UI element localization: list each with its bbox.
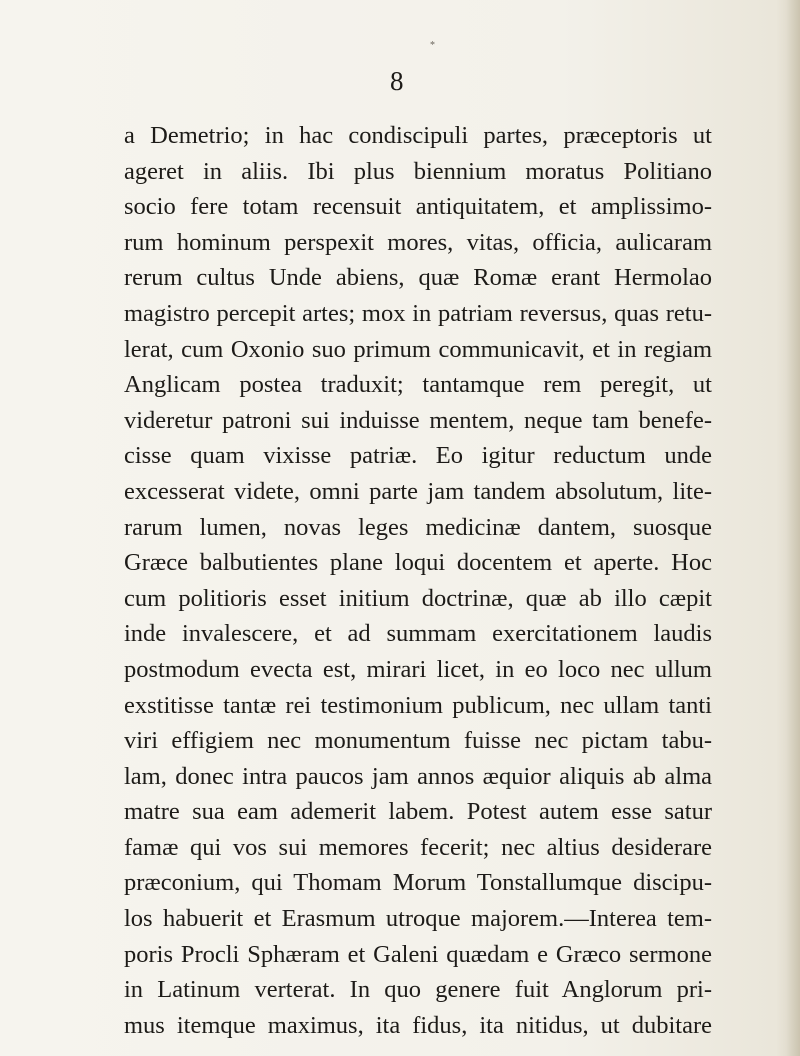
text-line: ageret in aliis. Ibi plus biennium moratus Politiano xyxy=(124,157,712,185)
text-line: lerat, cum Oxonio suo primum communicavit, et in regiam xyxy=(124,335,712,363)
page-edge-shadow xyxy=(786,0,800,1056)
text-line: excesserat videte, omni parte jam tandem absolutum, lite- xyxy=(124,477,712,505)
text-line: exstitisse tantæ rei testimonium publicum, nec ullam tanti xyxy=(124,691,712,719)
text-line: los habuerit et Erasmum utroque majorem.—Interea tem- xyxy=(124,905,712,933)
body-text xyxy=(124,118,712,1043)
text-line: a Demetrio; in hac condiscipuli partes, præceptoris ut xyxy=(124,122,712,149)
text-line: postmodum evecta est, mirari licet, in eo loco nec ullum xyxy=(124,655,712,683)
text-line: mus itemque maximus, ita fidus, ita nitidus, ut dubitare xyxy=(124,1011,712,1039)
text-line: magistro percepit artes; mox in patriam reversus, quas retu- xyxy=(124,299,712,327)
text-line: rarum lumen, novas leges medicinæ dantem, suosque xyxy=(124,513,712,541)
text-line: famæ qui vos sui memores fecerit; nec altius desiderare xyxy=(124,833,712,861)
text-line: videretur patroni sui induisse mentem, neque tam benefe- xyxy=(124,406,712,434)
text-line: in Latinum verterat. In quo genere fuit Anglorum pri- xyxy=(124,976,712,1004)
text-line: cum politioris esset initium doctrinæ, quæ ab illo cæpit xyxy=(124,584,712,612)
text-line: Græce balbutientes plane loqui docentem et aperte. Hoc xyxy=(124,549,712,577)
text-line: socio fere totam recensuit antiquitatem, et amplissimo- xyxy=(124,193,712,221)
text-line: rum hominum perspexit mores, vitas, officia, aulicaram xyxy=(124,228,712,256)
text-line: cisse quam vixisse patriæ. Eo igitur reductum unde xyxy=(124,442,712,470)
page-number: 8 xyxy=(390,66,404,96)
text-line: poris Procli Sphæram et Galeni quædam e Græco sermone xyxy=(124,940,712,968)
text-line: lam, donec intra paucos jam annos æquior aliquis ab alma xyxy=(124,762,712,790)
text-line: inde invalescere, et ad summam exercitationem laudis xyxy=(124,620,712,648)
text-line: rerum cultus Unde abiens, quæ Romæ erant Hermolao xyxy=(124,264,712,292)
text-line: matre sua eam ademerit labem. Potest autem esse satur xyxy=(124,798,712,826)
text-line: Anglicam postea traduxit; tantamque rem peregit, ut xyxy=(124,371,712,399)
text-line: præconium, qui Thomam Morum Tonstallumque discipu- xyxy=(124,869,712,897)
text-line: viri effigiem nec monumentum fuisse nec pictam tabu- xyxy=(124,727,712,755)
page-mark: * xyxy=(430,40,435,51)
